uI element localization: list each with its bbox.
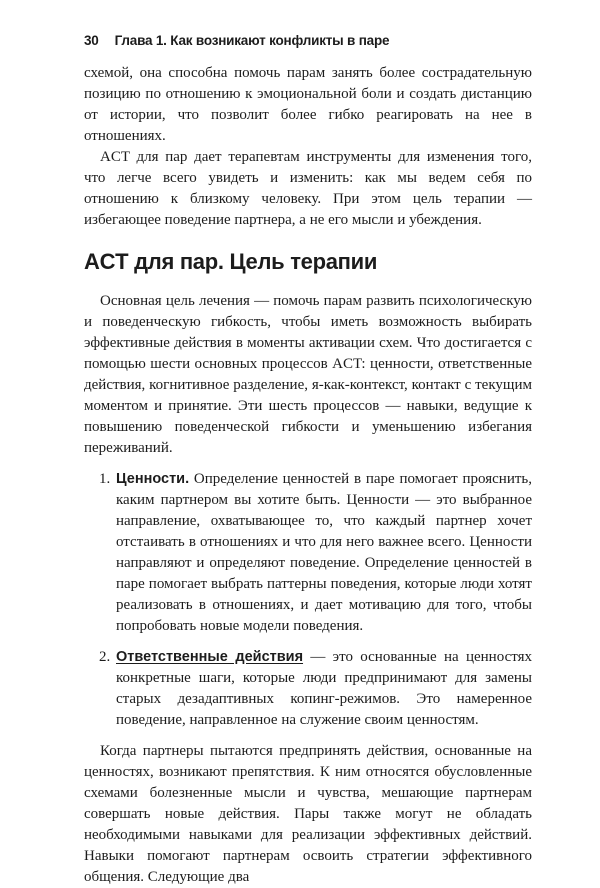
running-head — [84, 30, 532, 52]
closing-paragraph: Когда партнеры пытаются предпринять действия, основанные на ценностях, возникают препятствия. К ним относятся обусловленные схемами болезненные мысли и чувства, мешающие партнерам совершать новые действия. Пары также могут не обладать необходимыми навыками для реализации эффективных действий. Навыки помогают партнерам освоить стратегии эффективного общения. Следующие два — [84, 743, 532, 885]
list-item — [84, 647, 532, 731]
section-heading: ACT для пар. Цель терапии — [84, 249, 378, 274]
intro-paragraph-1: схемой, она способна помочь парам занять более сострадательную позицию по отношению к эмоциональной боли и создать дистанцию от истории, что позволит более гибко реагировать на нее в отношениях. — [84, 65, 532, 144]
list-marker: 1. — [99, 471, 111, 487]
list-term-values: Ценности. — [116, 471, 190, 487]
processes-list — [84, 469, 532, 731]
list-text-values: Определение ценностей в паре помогает прояснить, каким партнером вы хотите быть. Ценности — это выбранное направление, охватывающее то, что каждый партнер хочет отстаивать в отношениях и что для него важнее всего. Ценности направляют и определяют поведение. Определение ценностей в паре помогает выбрать паттерны поведения, которые люди хотят реализовать в отношениях, и дает мотивацию для того, чтобы попробовать новые модели поведения. — [116, 471, 532, 634]
list-text-committed-action: — это основанные на ценностях конкретные шаги, которые люди предпринимают для замены старых дезадаптивных копинг-режимов. Это намеренное поведение, направленное на служение своим ценностям. — [116, 649, 532, 728]
list-item — [84, 469, 532, 637]
chapter-title: Глава 1. Как возникают конфликты в паре — [114, 33, 390, 48]
section-lead-paragraph: Основная цель лечения — помочь парам развить психологическую и поведенческую гибкость, чтобы иметь возможность выбирать эффективные действия в моменты активации схем. Что достигается с помощью шести основных процессов ACT: ценности, ответственные действия, когнитивное разделение, я-как-контекст, контакт с текущим моментом и принятие. Эти шесть процессов — навыки, ведущие к повышению поведенческой гибкости и уменьшению избегания переживаний. — [84, 293, 532, 456]
page-number: 30 — [84, 33, 99, 48]
book-page — [84, 30, 532, 888]
list-marker: 2. — [99, 649, 111, 665]
list-term-committed-action: Ответственные действия — [116, 649, 304, 665]
intro-paragraph-2: ACT для пар дает терапевтам инструменты для изменения того, что легче всего увидеть и изменить: как мы ведем себя по отношению к близкому человеку. При этом цель терапии — избегающее поведение партнера, а не его мысли и убеждения. — [84, 149, 532, 228]
